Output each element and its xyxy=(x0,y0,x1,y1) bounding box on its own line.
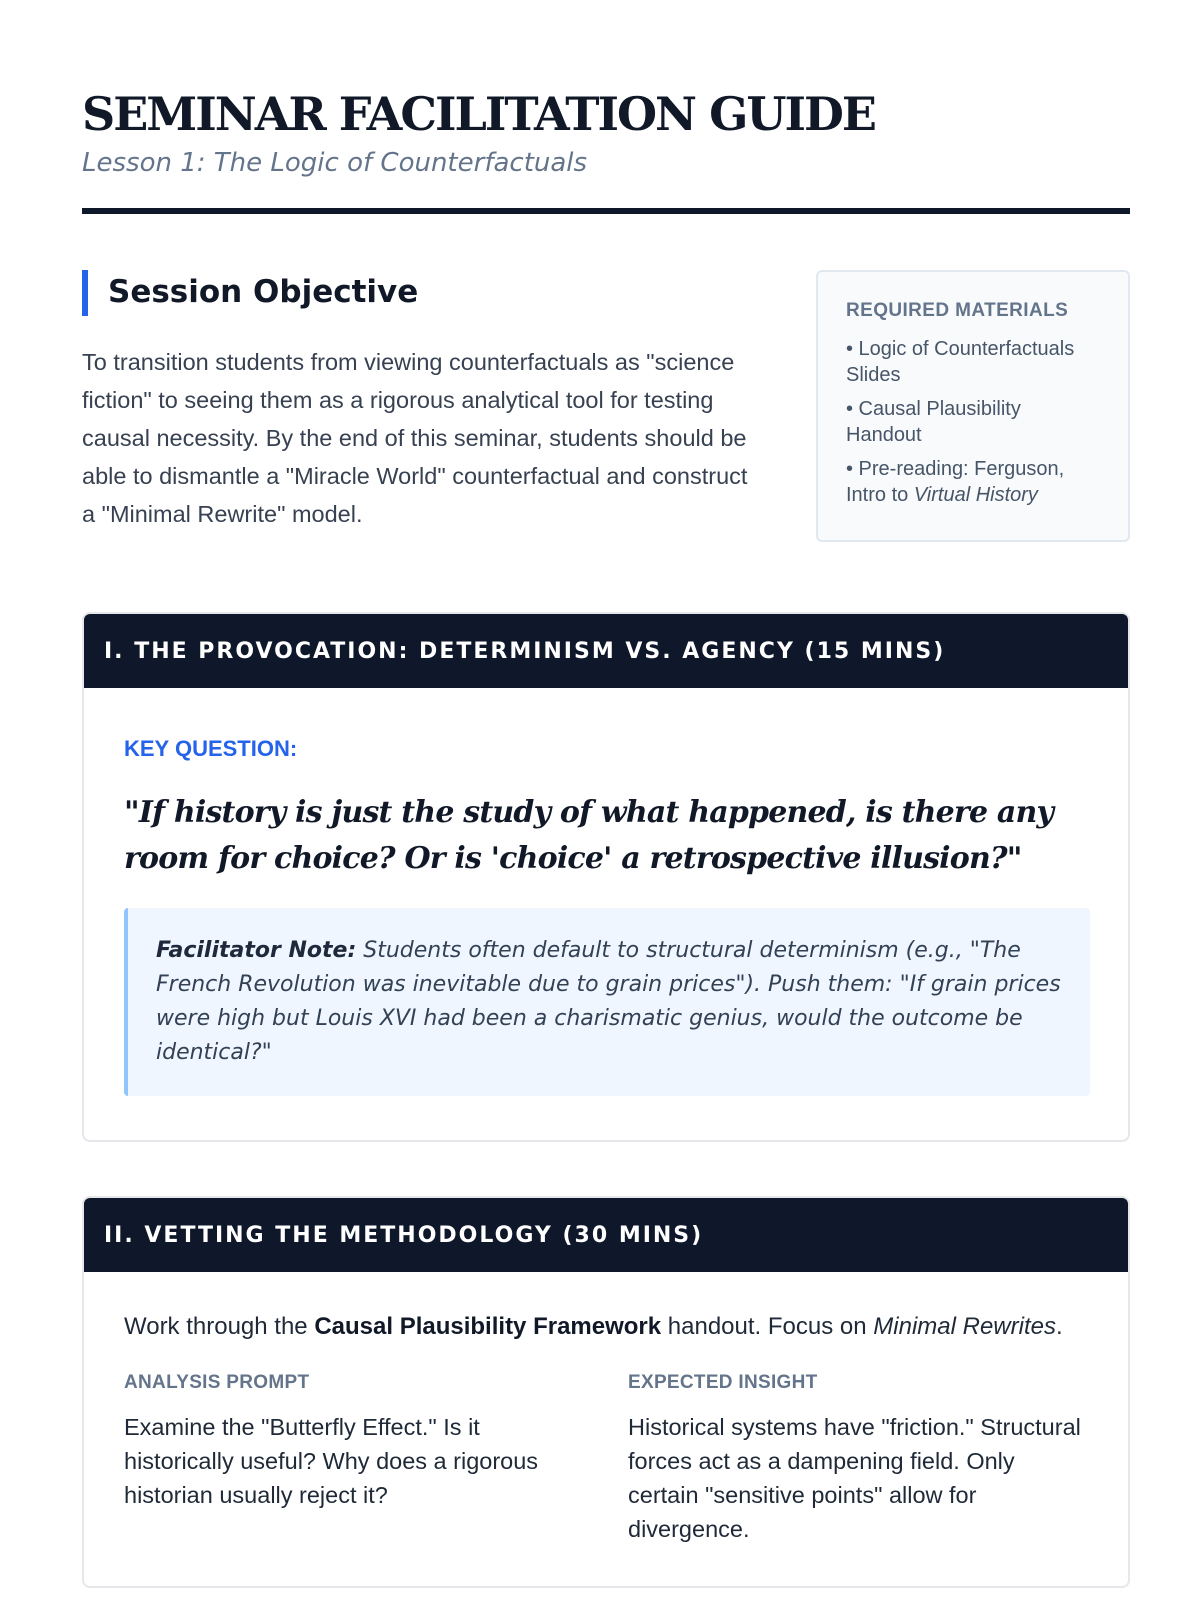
section-methodology-header: II. VETTING THE METHODOLOGY (30 MINS) xyxy=(84,1198,1128,1272)
expected-insight-column xyxy=(628,1370,1088,1546)
page-subtitle: Lesson 1: The Logic of Counterfactuals xyxy=(82,148,588,178)
intro-focus-term: Minimal Rewrites xyxy=(873,1313,1056,1340)
facilitator-note xyxy=(124,908,1090,1096)
page-title: SEMINAR FACILITATION GUIDE xyxy=(82,87,875,141)
materials-item-prereading xyxy=(846,456,1102,508)
key-question: "If history is just the study of what happened, is there any room for choice? Or is 'choice' a retrospective illusion?" xyxy=(124,795,1054,876)
section-provocation xyxy=(82,612,1130,1142)
objective-text: To transition students from viewing counterfactuals as "science fiction" to seeing them as a rigorous analytical tool for testing causal necessity. By the end of this seminar, students should be able to dismantle a "Miracle World" counterfactual and construct a "Minimal Rewrite" model. xyxy=(82,349,748,527)
section-provocation-header: I. THE PROVOCATION: DETERMINISM VS. AGENCY (15 MINS) xyxy=(84,614,1128,688)
objective-accent-bar xyxy=(82,270,88,316)
intro-framework-name: Causal Plausibility Framework xyxy=(314,1313,662,1340)
prereading-book-title: Virtual History xyxy=(913,484,1038,506)
intro-suffix: . xyxy=(1055,1313,1063,1340)
expected-insight-label: EXPECTED INSIGHT xyxy=(628,1372,818,1393)
facilitator-note-text: Students often default to structural determinism (e.g., "The French Revolution was inevitable due to grain prices"). Push them: "If grain prices were high but Louis XVI had been a charismatic genius, would the outcome be identical?" xyxy=(156,938,1061,1065)
methodology-intro xyxy=(124,1310,1104,1344)
header-divider xyxy=(82,208,1130,214)
expected-insight-text: Historical systems have "friction." Structural forces act as a dampening field. Only certain "sensitive points" allow for divergence. xyxy=(628,1414,1081,1542)
materials-heading: REQUIRED MATERIALS xyxy=(846,300,1069,321)
objective-heading: Session Objective xyxy=(108,274,419,310)
intro-middle: handout. Focus on xyxy=(661,1313,874,1340)
analysis-prompt-column xyxy=(124,1370,584,1512)
materials-item-slides: • Logic of Counterfactuals Slides xyxy=(846,338,1075,386)
prereading-text: • Pre-reading: Ferguson, Intro to xyxy=(846,458,1065,506)
materials-item-handout: • Causal Plausibility Handout xyxy=(846,398,1021,446)
intro-prefix: Work through the xyxy=(124,1313,315,1340)
materials-card xyxy=(816,270,1130,542)
facilitator-note-label: Facilitator Note: xyxy=(156,938,357,963)
analysis-prompt-text: Examine the "Butterfly Effect." Is it historically useful? Why does a rigorous historian usually reject it? xyxy=(124,1414,539,1508)
section-methodology xyxy=(82,1196,1130,1588)
key-question-label: KEY QUESTION: xyxy=(124,736,298,761)
analysis-prompt-label: ANALYSIS PROMPT xyxy=(124,1372,310,1393)
